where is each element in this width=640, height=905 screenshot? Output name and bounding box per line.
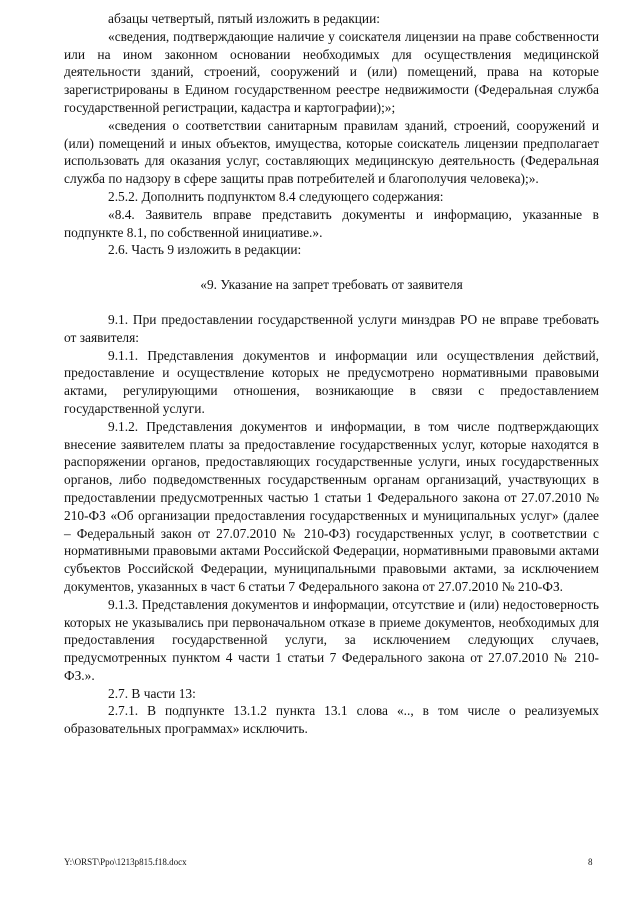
paragraph: 9.1. При предоставлении государственной услуги минздрав РО не вправе требовать от заявителя: — [64, 311, 599, 345]
paragraph: 9.1.1. Представления документов и информации или осуществления действий, предоставление и осуществление которых не предусмотрено нормативными правовыми актами, регулирующими отношения, возникающие в связи с предоставлением государственной услуги. — [64, 347, 599, 416]
paragraph: 9.1.2. Представления документов и информации, в том числе подтверждающих внесение заявителем платы за предоставление государственных услуг, которые находятся в распоряжении органов, предоставляющих государственные услуги, иных государственных органов, либо подведомственных государственным органам организаций, участвующих в предоставлении предусмотренных частью 1 статьи 1 Федерального закона от 27.07.2010 № 210-ФЗ «Об организации предоставления государственных и муниципальных услуг» (далее – Федеральный закон от 27.07.2010 № 210-ФЗ) государственных услуг, в соответствии с нормативными правовыми актами Российской Федерации, нормативными правовыми актами субъектов Российской Федерации, муниципальными правовыми актами, за исключением документов, указанных в част 6 статьи 7 Федерального закона от 27.07.2010 № 210-ФЗ. — [64, 418, 599, 594]
paragraph: «сведения, подтверждающие наличие у соискателя лицензии на праве собственности или на ином законном основании необходимых для осуществления медицинской деятельности зданий, строений, сооружений и (или) помещений, права на которые зарегистрированы в Едином государственном реестре недвижимости (Федеральная служба государственной регистрации, кадастра и картографии);»; — [64, 28, 599, 115]
paragraph: «8.4. Заявитель вправе представить документы и информацию, указанные в подпункте 8.1, по собственной инициативе.». — [64, 206, 599, 240]
document-body — [64, 10, 599, 738]
paragraph: 2.5.2. Дополнить подпунктом 8.4 следующего содержания: — [108, 188, 444, 204]
paragraph: абзацы четвертый, пятый изложить в редакции: — [108, 11, 380, 26]
paragraph: 2.7.1. В подпункте 13.1.2 пункта 13.1 слова «.., в том числе о реализуемых образовательных программах» исключить. — [64, 703, 599, 737]
paragraph: «сведения о соответствии санитарным правилам зданий, строений, сооружений и (или) помещений и иных объектов, имущества, которые соискатель лицензии предполагает использовать для оказания услуг, составляющих медицинскую деятельность (Федеральная служба по надзору в сфере защиты прав потребителей и благополучия человека);». — [64, 117, 599, 187]
footer-file-path: Y:\ORST\Ppo\1213p815.f18.docx — [64, 857, 187, 867]
paragraph: 2.6. Часть 9 изложить в редакции: — [108, 242, 302, 258]
section-heading: «9. Указание на запрет требовать от заявителя — [200, 277, 463, 293]
paragraph: 9.1.3. Представления документов и информации, отсутствие и (или) недостоверность которых не указывались при первоначальном отказе в приеме документов, необходимых для предоставления государственной услуги, за исключением следующих случаев, предусмотренных пунктом 4 части 1 статьи 7 Федерального закона от 27.07.2010 № 210-ФЗ.». — [64, 596, 599, 683]
paragraph: 2.7. В части 13: — [108, 685, 196, 701]
page-number: 8 — [588, 857, 593, 867]
